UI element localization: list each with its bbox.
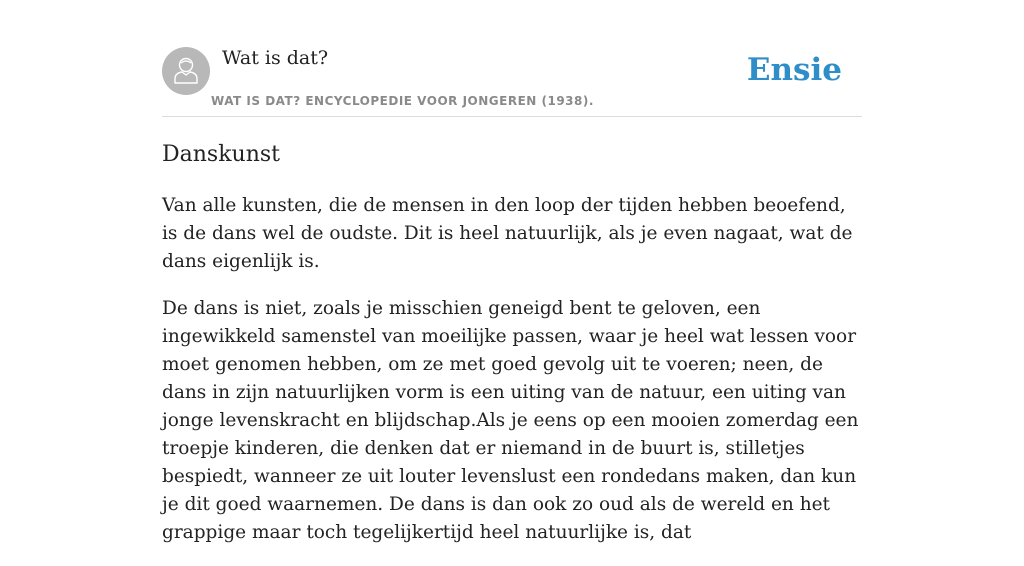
article-paragraph: Van alle kunsten, die de mensen in den loop der tijden hebben beoefend, is de dans wel de oudste. Dit is heel natuurlijk, als je even nagaat, wat de dans eigenlijk is. (162, 195, 853, 272)
source-header (162, 46, 862, 117)
person-outline-icon (162, 47, 210, 95)
article-paragraph: De dans is niet, zoals je misschien geneigd bent te geloven, een ingewikkeld samenstel van moeilijke passen, waar je heel wat lessen voor moet genomen hebben, om ze met goed gevolg uit te voeren; neen, de dans in zijn natuurlijken vorm is een uiting van de natuur, een uiting van jonge levenskracht en blijdschap.Als je eens op een mooien zomerdag een troepje kinderen, die denken dat er niemand in de buurt is, stilletjes bespiedt, wanneer ze uit louter levenslust een rondedans maken, dan kun je dit goed waarnemen. De dans is dan ook zo oud als de wereld en het grappige maar toch tegelijkertijd heel natuurlijke is, dat (162, 298, 859, 543)
user-avatar-icon[interactable] (162, 47, 210, 95)
article-title: Danskunst (162, 142, 281, 167)
source-title[interactable]: Wat is dat? (222, 47, 329, 69)
source-subtitle[interactable]: WAT IS DAT? ENCYCLOPEDIE VOOR JONGEREN (1938). (211, 94, 594, 108)
ensie-logo[interactable]: Ensie (746, 52, 842, 88)
article (162, 140, 862, 566)
